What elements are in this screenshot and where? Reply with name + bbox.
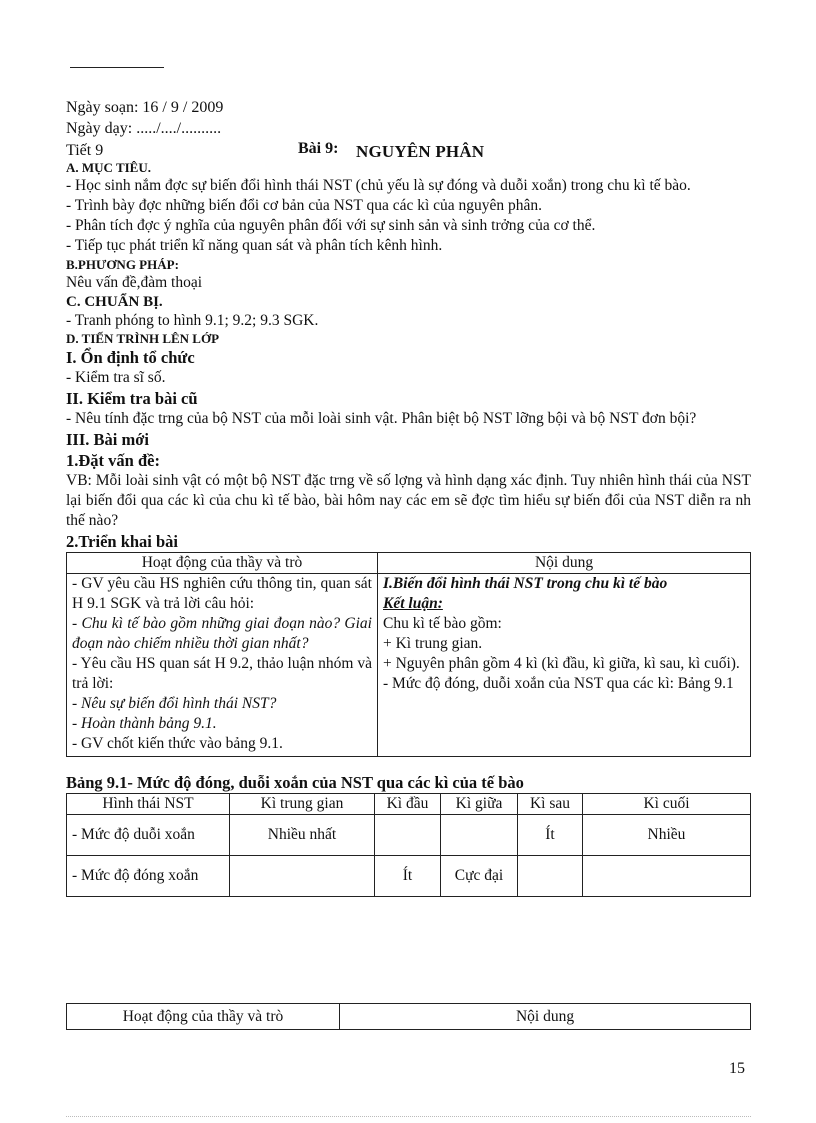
activity-cell: [67, 574, 378, 757]
section-i-text: - Kiểm tra sĩ số.: [66, 369, 166, 386]
table-cell: [230, 856, 375, 897]
section-ii-title: II. Kiểm tra bài cũ: [66, 389, 198, 408]
table-cell: [518, 856, 583, 897]
table-cell: Nhiều nhất: [230, 815, 375, 856]
row-label: - Mức độ duỗi xoắn: [67, 815, 230, 856]
header-cell: Kì sau: [518, 794, 583, 815]
content-line: - Mức độ đóng, duỗi xoắn của NST qua các kì: Bảng 9.1: [383, 675, 734, 692]
trien-khai-title: 2.Triển khai bài: [66, 532, 179, 551]
activity-col-header: Hoạt động của thầy và trò: [67, 553, 378, 574]
content-line: Chu kì tế bào gồm:: [383, 615, 502, 632]
ngay-soan: Ngày soạn: 16 / 9 / 2009: [66, 99, 224, 116]
content-line: + Kì trung gian.: [383, 635, 483, 652]
chromosome-table: [66, 793, 751, 897]
document-body: [66, 160, 751, 897]
table-cell: Ít: [375, 856, 441, 897]
dat-van-de-text: VB: Mỗi loài sinh vật có một bộ NST đặc trng về số lợng và hình dạng xác định. Tuy nhiên hình thái của NST lại biến đổi qua các kì của chu kì tế bào, bài hôm nay các em sẽ đợc tìm hiểu sự biến đổi của NST diễn ra nh thế nào?: [66, 472, 751, 529]
activity-line: - GV yêu cầu HS nghiên cứu thông tin, quan sát H 9.1 SGK và trả lời câu hỏi:: [72, 575, 372, 612]
table-cell: Cực đại: [441, 856, 518, 897]
header-cell: Kì giữa: [441, 794, 518, 815]
dat-van-de-title: 1.Đặt vấn đề:: [66, 451, 160, 470]
content-col-header: Nội dung: [340, 1004, 751, 1030]
table-cell: [375, 815, 441, 856]
section-iii-title: III. Bài mới: [66, 430, 149, 449]
header-cell: Hình thái NST: [67, 794, 230, 815]
objective-1: - Học sinh nắm đợc sự biến đổi hình thái NST (chủ yếu là sự đóng và duỗi xoắn) trong chu kì tế bào.: [66, 177, 691, 194]
table-cell: Nhiều: [583, 815, 751, 856]
continuation-table: [66, 1003, 751, 1030]
table-caption: Bảng 9.1- Mức độ đóng, duỗi xoắn của NST qua các kì của tế bào: [66, 773, 524, 792]
content-line: + Nguyên phân gồm 4 kì (kì đầu, kì giữa, kì sau, kì cuối).: [383, 655, 740, 672]
activity-question: - Chu kì tế bào gồm những giai đoạn nào? Giai đoạn nào chiếm nhiều thời gian nhất?: [72, 615, 372, 652]
objective-4: - Tiếp tục phát triển kĩ năng quan sát và phân tích kênh hình.: [66, 237, 443, 254]
section-d-title: D. TIẾN TRÌNH LÊN LỚP: [66, 331, 220, 346]
section-ii-text: - Nêu tính đặc trng của bộ NST của mỗi loài sinh vật. Phân biệt bộ NST lỡng bội và bộ NST đơn bội?: [66, 410, 697, 427]
activity-line: - Yêu cầu HS quan sát H 9.2, thảo luận nhóm và trả lời:: [72, 655, 372, 692]
section-i-title: I. Ổn định tổ chức: [66, 348, 195, 367]
section-b-text: Nêu vấn đề,đàm thoại: [66, 274, 203, 291]
section-c-title: C. CHUẨN BỊ.: [66, 294, 163, 310]
activity-col-header: Hoạt động của thầy và trò: [67, 1004, 340, 1030]
activity-question: - Hoàn thành bảng 9.1.: [72, 715, 217, 732]
objective-2: - Trình bày đợc những biến đổi cơ bản của NST qua các kì của nguyên phân.: [66, 197, 543, 214]
section-b-title: B.PHƯƠNG PHÁP:: [66, 257, 179, 272]
activity-table: [66, 552, 751, 757]
content-heading: I.Biến đổi hình thái NST trong chu kì tế bào: [383, 575, 668, 592]
page-number: 15: [729, 1060, 745, 1077]
header-cell: Kì cuối: [583, 794, 751, 815]
lesson-number: Bài 9:: [298, 140, 339, 157]
activity-line: - GV chốt kiến thức vào bảng 9.1.: [72, 735, 283, 752]
content-col-header: Nội dung: [378, 553, 751, 574]
header-cell: Kì trung gian: [230, 794, 375, 815]
header-rule: [70, 67, 164, 68]
table-cell: Ít: [518, 815, 583, 856]
activity-question: - Nêu sự biến đổi hình thái NST?: [72, 695, 277, 712]
footer-dotted-line: [66, 1116, 751, 1117]
conclusion-label: Kết luận:: [383, 595, 443, 612]
lesson-title: NGUYÊN PHÂN: [356, 142, 485, 161]
section-c-text: - Tranh phóng to hình 9.1; 9.2; 9.3 SGK.: [66, 312, 319, 329]
tiet-label: Tiết 9: [66, 142, 104, 159]
content-cell: [378, 574, 751, 757]
header-cell: Kì đầu: [375, 794, 441, 815]
objective-3: - Phân tích đợc ý nghĩa của nguyên phân đối với sự sinh sản và sinh trởng của cơ thể.: [66, 217, 596, 234]
table-cell: [583, 856, 751, 897]
table-cell: [441, 815, 518, 856]
row-label: - Mức độ đóng xoắn: [67, 856, 230, 897]
ngay-day: Ngày dạy: ...../..../..........: [66, 120, 222, 137]
section-a-title: A. MỤC TIÊU.: [66, 160, 151, 175]
